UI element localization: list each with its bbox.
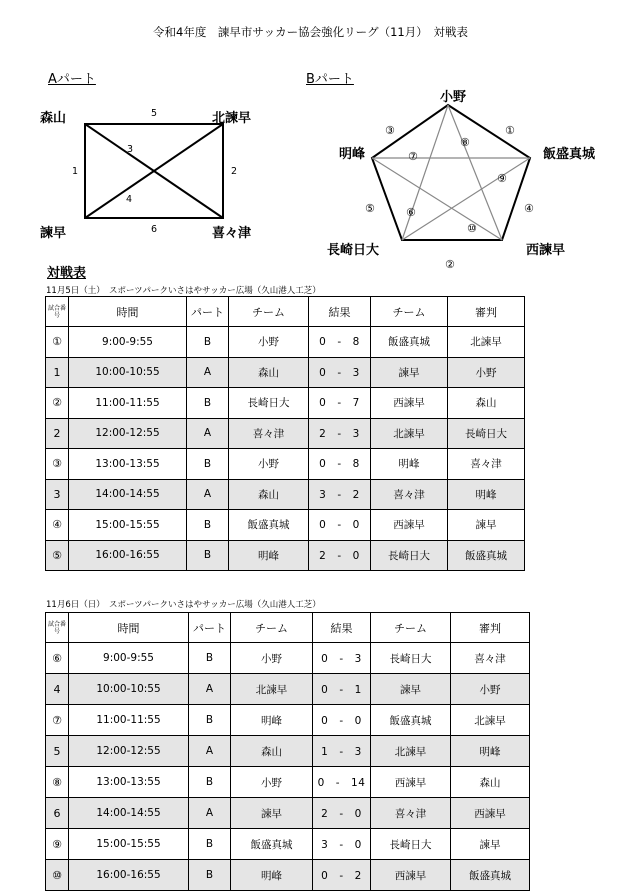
match-no-cell: 4 xyxy=(46,674,69,705)
match-no-cell: ⑨ xyxy=(46,829,69,860)
part-cell: B xyxy=(189,767,231,798)
match-no-cell: 6 xyxy=(46,798,69,829)
part-cell: A xyxy=(187,418,229,449)
match-marker-7: ⑦ xyxy=(408,150,418,163)
referee-cell: 森山 xyxy=(448,388,525,419)
team2-cell: 西諫早 xyxy=(371,860,451,891)
team1-cell: 小野 xyxy=(229,449,309,480)
part-cell: B xyxy=(189,643,231,674)
result-cell: 0 - 3 xyxy=(313,643,371,674)
header-team2: チーム xyxy=(371,613,451,643)
table-row xyxy=(46,860,530,891)
table-header-row xyxy=(46,297,525,327)
part-b-star-line-1 xyxy=(448,105,502,240)
team2-cell: 喜々津 xyxy=(371,798,451,829)
table-row xyxy=(46,388,525,419)
header-referee: 審判 xyxy=(448,297,525,327)
result-cell: 0 - 1 xyxy=(313,674,371,705)
result-cell: 0 - 7 xyxy=(309,388,371,419)
team1-cell: 長崎日大 xyxy=(229,388,309,419)
part-b-label: Bパート xyxy=(306,72,354,87)
table-row xyxy=(46,674,530,705)
match-marker-1: ① xyxy=(505,124,515,137)
team1-cell: 飯盛真城 xyxy=(231,829,313,860)
referee-cell: 明峰 xyxy=(451,736,530,767)
table-row xyxy=(46,705,530,736)
result-cell: 0 - 2 xyxy=(313,860,371,891)
match-marker-9: ⑨ xyxy=(497,172,507,185)
part-cell: B xyxy=(189,860,231,891)
time-cell: 9:00-9:55 xyxy=(69,327,187,358)
match-no-cell: ① xyxy=(46,327,69,358)
header-result: 結果 xyxy=(313,613,371,643)
part-cell: B xyxy=(187,327,229,358)
header-team2: チーム xyxy=(371,297,448,327)
header-part: パート xyxy=(189,613,231,643)
table-row xyxy=(46,798,530,829)
edge-number-diag2: 4 xyxy=(126,194,133,205)
result-cell: 0 - 8 xyxy=(309,327,371,358)
day2-schedule-table xyxy=(45,612,530,891)
header-result: 結果 xyxy=(309,297,371,327)
match-marker-6: ⑥ xyxy=(406,206,416,219)
team2-cell: 長崎日大 xyxy=(371,540,448,571)
match-no-cell: ⑦ xyxy=(46,705,69,736)
part-cell: B xyxy=(189,705,231,736)
day1-rows xyxy=(46,327,525,571)
result-cell: 0 - 14 xyxy=(313,767,371,798)
table-row xyxy=(46,643,530,674)
part-cell: A xyxy=(189,736,231,767)
match-no-cell: 2 xyxy=(46,418,69,449)
time-cell: 10:00-10:55 xyxy=(69,674,189,705)
match-marker-5: ⑤ xyxy=(365,202,375,215)
referee-cell: 諫早 xyxy=(448,510,525,541)
team1-cell: 小野 xyxy=(231,643,313,674)
edge-number-diag1: 3 xyxy=(127,144,134,155)
team-nagasaki-nichidai: 長崎日大 xyxy=(327,243,380,258)
part-cell: B xyxy=(187,449,229,480)
time-cell: 13:00-13:55 xyxy=(69,449,187,480)
match-no-cell: ⑤ xyxy=(46,540,69,571)
team2-cell: 喜々津 xyxy=(371,479,448,510)
result-cell: 0 - 3 xyxy=(309,357,371,388)
team2-cell: 明峰 xyxy=(371,449,448,480)
match-marker-10: ⑩ xyxy=(467,222,477,235)
referee-cell: 北諫早 xyxy=(451,705,530,736)
team1-cell: 明峰 xyxy=(231,860,313,891)
part-b-star-line-5 xyxy=(402,158,530,240)
result-cell: 0 - 8 xyxy=(309,449,371,480)
document-title: 令和4年度 諫早市サッカー協会強化リーグ（11月） 対戦表 xyxy=(153,25,468,39)
result-cell: 2 - 0 xyxy=(309,540,371,571)
day1-schedule-table xyxy=(45,296,525,571)
result-cell: 0 - 0 xyxy=(313,705,371,736)
part-cell: A xyxy=(187,479,229,510)
table-row xyxy=(46,357,525,388)
part-b-star-line-2 xyxy=(402,105,448,240)
team1-cell: 北諫早 xyxy=(231,674,313,705)
referee-cell: 森山 xyxy=(451,767,530,798)
team2-cell: 西諫早 xyxy=(371,510,448,541)
table-row xyxy=(46,449,525,480)
header-referee: 審判 xyxy=(451,613,530,643)
result-cell: 3 - 2 xyxy=(309,479,371,510)
match-marker-4: ④ xyxy=(524,202,534,215)
edge-number-left: 1 xyxy=(72,166,79,177)
team-ono: 小野 xyxy=(440,90,467,105)
team-isahaya: 諫早 xyxy=(40,226,67,241)
time-cell: 14:00-14:55 xyxy=(69,798,189,829)
table-header-row xyxy=(46,613,530,643)
part-cell: B xyxy=(189,829,231,860)
table-row xyxy=(46,479,525,510)
part-cell: B xyxy=(187,388,229,419)
referee-cell: 喜々津 xyxy=(448,449,525,480)
team2-cell: 長崎日大 xyxy=(371,829,451,860)
day2-rows xyxy=(46,643,530,891)
header-time: 時間 xyxy=(69,613,189,643)
edge-number-top: 5 xyxy=(151,108,158,119)
time-cell: 16:00-16:55 xyxy=(69,540,187,571)
part-cell: A xyxy=(189,798,231,829)
versus-heading: 対戦表 xyxy=(47,266,87,281)
team1-cell: 明峰 xyxy=(229,540,309,571)
header-time: 時間 xyxy=(69,297,187,327)
referee-cell: 飯盛真城 xyxy=(451,860,530,891)
table-row xyxy=(46,540,525,571)
team2-cell: 飯盛真城 xyxy=(371,705,451,736)
time-cell: 10:00-10:55 xyxy=(69,357,187,388)
part-a-label: Aパート xyxy=(48,72,96,87)
referee-cell: 小野 xyxy=(451,674,530,705)
result-cell: 3 - 0 xyxy=(313,829,371,860)
time-cell: 13:00-13:55 xyxy=(69,767,189,798)
part-a-diagram xyxy=(0,0,621,260)
day2-heading: 11月6日（日） スポーツパークいさはやサッカー広場（久山港人工芝） xyxy=(46,600,321,610)
team-kikitsu: 喜々津 xyxy=(212,226,252,241)
time-cell: 16:00-16:55 xyxy=(69,860,189,891)
table-row xyxy=(46,510,525,541)
team2-cell: 諫早 xyxy=(371,674,451,705)
team-meiho: 明峰 xyxy=(339,147,366,162)
part-cell: B xyxy=(187,510,229,541)
referee-cell: 飯盛真城 xyxy=(448,540,525,571)
time-cell: 15:00-15:55 xyxy=(69,510,187,541)
match-no-cell: ④ xyxy=(46,510,69,541)
header-no: 試合番号 xyxy=(46,613,69,643)
match-no-cell: ③ xyxy=(46,449,69,480)
time-cell: 12:00-12:55 xyxy=(69,736,189,767)
time-cell: 11:00-11:55 xyxy=(69,388,187,419)
match-no-cell: ⑩ xyxy=(46,860,69,891)
team1-cell: 小野 xyxy=(229,327,309,358)
team-isahaya-shinjo: 飯盛真城 xyxy=(543,147,596,162)
team1-cell: 明峰 xyxy=(231,705,313,736)
header-part: パート xyxy=(187,297,229,327)
match-no-cell: ② xyxy=(46,388,69,419)
referee-cell: 小野 xyxy=(448,357,525,388)
match-no-cell: 1 xyxy=(46,357,69,388)
match-no-cell: 5 xyxy=(46,736,69,767)
match-marker-2: ② xyxy=(445,258,455,271)
time-cell: 11:00-11:55 xyxy=(69,705,189,736)
part-cell: B xyxy=(187,540,229,571)
header-team1: チーム xyxy=(231,613,313,643)
team2-cell: 北諫早 xyxy=(371,418,448,449)
team1-cell: 森山 xyxy=(229,479,309,510)
team1-cell: 森山 xyxy=(231,736,313,767)
time-cell: 9:00-9:55 xyxy=(69,643,189,674)
match-no-cell: 3 xyxy=(46,479,69,510)
table-row xyxy=(46,767,530,798)
team1-cell: 喜々津 xyxy=(229,418,309,449)
team1-cell: 森山 xyxy=(229,357,309,388)
match-marker-8: ⑧ xyxy=(460,136,470,149)
result-cell: 2 - 0 xyxy=(313,798,371,829)
match-no-cell: ⑥ xyxy=(46,643,69,674)
part-b-star-line-4 xyxy=(372,158,502,240)
header-no: 試合番号 xyxy=(46,297,69,327)
day1-heading: 11月5日（土） スポーツパークいさはやサッカー広場（久山港人工芝） xyxy=(46,286,321,296)
team2-cell: 北諫早 xyxy=(371,736,451,767)
referee-cell: 西諫早 xyxy=(451,798,530,829)
team2-cell: 西諫早 xyxy=(371,767,451,798)
team2-cell: 諫早 xyxy=(371,357,448,388)
time-cell: 14:00-14:55 xyxy=(69,479,187,510)
referee-cell: 長崎日大 xyxy=(448,418,525,449)
match-no-cell: ⑧ xyxy=(46,767,69,798)
referee-cell: 喜々津 xyxy=(451,643,530,674)
time-cell: 12:00-12:55 xyxy=(69,418,187,449)
table-row xyxy=(46,327,525,358)
header-team1: チーム xyxy=(229,297,309,327)
result-cell: 1 - 3 xyxy=(313,736,371,767)
team-kita-isahaya: 北諫早 xyxy=(212,111,252,126)
team1-cell: 小野 xyxy=(231,767,313,798)
team1-cell: 飯盛真城 xyxy=(229,510,309,541)
result-cell: 0 - 0 xyxy=(309,510,371,541)
table-row xyxy=(46,736,530,767)
edge-number-bottom: 6 xyxy=(151,224,158,235)
result-cell: 2 - 3 xyxy=(309,418,371,449)
table-row xyxy=(46,829,530,860)
match-marker-3: ③ xyxy=(385,124,395,137)
part-cell: A xyxy=(189,674,231,705)
referee-cell: 北諫早 xyxy=(448,327,525,358)
team2-cell: 西諫早 xyxy=(371,388,448,419)
referee-cell: 諫早 xyxy=(451,829,530,860)
part-cell: A xyxy=(187,357,229,388)
team1-cell: 諫早 xyxy=(231,798,313,829)
team2-cell: 長崎日大 xyxy=(371,643,451,674)
referee-cell: 明峰 xyxy=(448,479,525,510)
time-cell: 15:00-15:55 xyxy=(69,829,189,860)
team-nishi-isahaya: 西諫早 xyxy=(526,243,566,258)
table-row xyxy=(46,418,525,449)
team2-cell: 飯盛真城 xyxy=(371,327,448,358)
team-moriyama: 森山 xyxy=(40,111,67,126)
edge-number-right: 2 xyxy=(231,166,238,177)
